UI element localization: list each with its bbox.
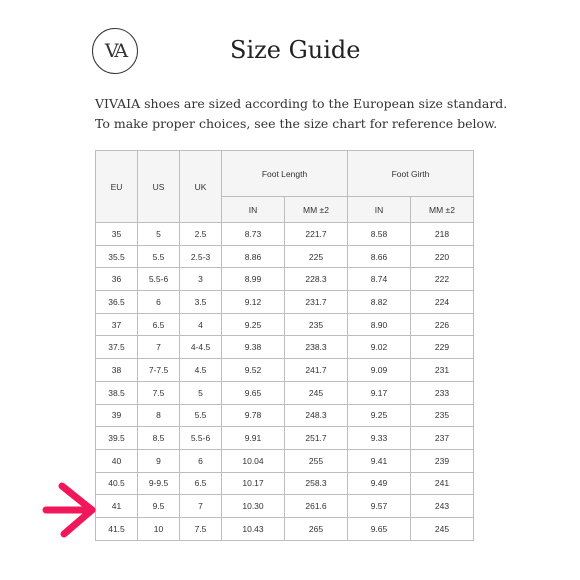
intro-line-2: To make proper choices, see the size chart for reference below. bbox=[95, 116, 498, 131]
cell-girth-in: 9.02 bbox=[348, 336, 411, 359]
cell-girth-mm: 243 bbox=[411, 495, 474, 518]
cell-girth-in: 8.74 bbox=[348, 268, 411, 291]
arrow-right-icon bbox=[38, 476, 100, 546]
table-row bbox=[96, 245, 474, 268]
cell-girth-mm: 222 bbox=[411, 268, 474, 291]
col-header-uk: UK bbox=[180, 151, 222, 223]
cell-eu: 41 bbox=[96, 495, 138, 518]
cell-us: 9.5 bbox=[138, 495, 180, 518]
cell-eu: 38.5 bbox=[96, 381, 138, 404]
cell-length-in: 9.52 bbox=[222, 359, 285, 382]
cell-uk: 3 bbox=[180, 268, 222, 291]
cell-eu: 40 bbox=[96, 449, 138, 472]
cell-girth-in: 9.09 bbox=[348, 359, 411, 382]
cell-uk: 3.5 bbox=[180, 291, 222, 314]
col-header-girth-in: IN bbox=[348, 197, 411, 223]
cell-length-mm: 238.3 bbox=[285, 336, 348, 359]
cell-girth-mm: 220 bbox=[411, 245, 474, 268]
cell-girth-mm: 241 bbox=[411, 472, 474, 495]
cell-uk: 4.5 bbox=[180, 359, 222, 382]
cell-eu: 37 bbox=[96, 313, 138, 336]
cell-us: 7-7.5 bbox=[138, 359, 180, 382]
cell-us: 10 bbox=[138, 517, 180, 540]
cell-length-mm: 228.3 bbox=[285, 268, 348, 291]
cell-length-in: 10.30 bbox=[222, 495, 285, 518]
logo-text: VA bbox=[104, 40, 126, 62]
cell-length-in: 9.91 bbox=[222, 427, 285, 450]
cell-eu: 37.5 bbox=[96, 336, 138, 359]
cell-us: 8 bbox=[138, 404, 180, 427]
cell-girth-in: 9.41 bbox=[348, 449, 411, 472]
table-row bbox=[96, 268, 474, 291]
cell-length-in: 8.99 bbox=[222, 268, 285, 291]
col-header-foot-length: Foot Length bbox=[222, 151, 348, 197]
cell-uk: 6 bbox=[180, 449, 222, 472]
cell-girth-in: 8.90 bbox=[348, 313, 411, 336]
col-header-eu: EU bbox=[96, 151, 138, 223]
cell-uk: 6.5 bbox=[180, 472, 222, 495]
cell-length-in: 8.86 bbox=[222, 245, 285, 268]
cell-length-mm: 235 bbox=[285, 313, 348, 336]
cell-girth-mm: 235 bbox=[411, 404, 474, 427]
cell-length-in: 9.65 bbox=[222, 381, 285, 404]
cell-length-in: 10.04 bbox=[222, 449, 285, 472]
table-row bbox=[96, 223, 474, 246]
cell-us: 9-9.5 bbox=[138, 472, 180, 495]
table-row bbox=[96, 472, 474, 495]
cell-girth-in: 8.82 bbox=[348, 291, 411, 314]
cell-us: 9 bbox=[138, 449, 180, 472]
cell-uk: 4-4.5 bbox=[180, 336, 222, 359]
cell-girth-mm: 245 bbox=[411, 517, 474, 540]
cell-uk: 2.5 bbox=[180, 223, 222, 246]
cell-eu: 39 bbox=[96, 404, 138, 427]
cell-girth-mm: 237 bbox=[411, 427, 474, 450]
cell-girth-mm: 233 bbox=[411, 381, 474, 404]
cell-girth-mm: 218 bbox=[411, 223, 474, 246]
cell-length-mm: 258.3 bbox=[285, 472, 348, 495]
vivaia-logo bbox=[92, 28, 138, 74]
cell-us: 8.5 bbox=[138, 427, 180, 450]
cell-girth-mm: 224 bbox=[411, 291, 474, 314]
table-row bbox=[96, 427, 474, 450]
col-header-us: US bbox=[138, 151, 180, 223]
cell-uk: 5.5-6 bbox=[180, 427, 222, 450]
cell-us: 7 bbox=[138, 336, 180, 359]
cell-eu: 39.5 bbox=[96, 427, 138, 450]
table-row bbox=[96, 381, 474, 404]
cell-uk: 7 bbox=[180, 495, 222, 518]
cell-uk: 5.5 bbox=[180, 404, 222, 427]
cell-length-mm: 241.7 bbox=[285, 359, 348, 382]
cell-eu: 40.5 bbox=[96, 472, 138, 495]
table-row bbox=[96, 517, 474, 540]
intro-line-1: VIVAIA shoes are sized according to the European size standard. bbox=[95, 96, 508, 111]
size-chart-table bbox=[95, 150, 474, 541]
cell-us: 6 bbox=[138, 291, 180, 314]
cell-uk: 7.5 bbox=[180, 517, 222, 540]
col-header-foot-girth: Foot Girth bbox=[348, 151, 474, 197]
cell-eu: 35 bbox=[96, 223, 138, 246]
cell-girth-mm: 229 bbox=[411, 336, 474, 359]
table-row bbox=[96, 449, 474, 472]
cell-girth-in: 9.65 bbox=[348, 517, 411, 540]
cell-length-in: 8.73 bbox=[222, 223, 285, 246]
table-row bbox=[96, 359, 474, 382]
cell-length-mm: 248.3 bbox=[285, 404, 348, 427]
col-header-length-in: IN bbox=[222, 197, 285, 223]
cell-length-in: 9.25 bbox=[222, 313, 285, 336]
cell-eu: 38 bbox=[96, 359, 138, 382]
cell-uk: 4 bbox=[180, 313, 222, 336]
cell-length-in: 9.78 bbox=[222, 404, 285, 427]
table-row bbox=[96, 336, 474, 359]
cell-length-mm: 261.6 bbox=[285, 495, 348, 518]
cell-us: 5.5 bbox=[138, 245, 180, 268]
cell-length-in: 10.43 bbox=[222, 517, 285, 540]
col-header-girth-mm: MM ±2 bbox=[411, 197, 474, 223]
intro-text bbox=[95, 94, 508, 134]
cell-girth-mm: 226 bbox=[411, 313, 474, 336]
cell-girth-in: 9.25 bbox=[348, 404, 411, 427]
cell-length-mm: 231.7 bbox=[285, 291, 348, 314]
cell-eu: 36 bbox=[96, 268, 138, 291]
cell-length-mm: 251.7 bbox=[285, 427, 348, 450]
cell-us: 7.5 bbox=[138, 381, 180, 404]
cell-length-in: 10.17 bbox=[222, 472, 285, 495]
cell-length-mm: 255 bbox=[285, 449, 348, 472]
cell-length-in: 9.38 bbox=[222, 336, 285, 359]
cell-uk: 2.5-3 bbox=[180, 245, 222, 268]
table-row bbox=[96, 404, 474, 427]
cell-girth-in: 9.57 bbox=[348, 495, 411, 518]
cell-girth-in: 8.58 bbox=[348, 223, 411, 246]
cell-uk: 5 bbox=[180, 381, 222, 404]
cell-eu: 36.5 bbox=[96, 291, 138, 314]
cell-eu: 41.5 bbox=[96, 517, 138, 540]
cell-girth-in: 8.66 bbox=[348, 245, 411, 268]
cell-girth-mm: 239 bbox=[411, 449, 474, 472]
cell-girth-in: 9.17 bbox=[348, 381, 411, 404]
cell-length-mm: 265 bbox=[285, 517, 348, 540]
table-row bbox=[96, 291, 474, 314]
table-row bbox=[96, 313, 474, 336]
cell-length-mm: 221.7 bbox=[285, 223, 348, 246]
cell-length-mm: 225 bbox=[285, 245, 348, 268]
table-header-row bbox=[96, 151, 474, 197]
page-title: Size Guide bbox=[230, 36, 361, 64]
cell-girth-in: 9.49 bbox=[348, 472, 411, 495]
cell-us: 6.5 bbox=[138, 313, 180, 336]
table-body bbox=[96, 223, 474, 541]
cell-us: 5 bbox=[138, 223, 180, 246]
table-row bbox=[96, 495, 474, 518]
cell-girth-in: 9.33 bbox=[348, 427, 411, 450]
cell-girth-mm: 231 bbox=[411, 359, 474, 382]
cell-us: 5.5-6 bbox=[138, 268, 180, 291]
col-header-length-mm: MM ±2 bbox=[285, 197, 348, 223]
cell-eu: 35.5 bbox=[96, 245, 138, 268]
cell-length-in: 9.12 bbox=[222, 291, 285, 314]
cell-length-mm: 245 bbox=[285, 381, 348, 404]
